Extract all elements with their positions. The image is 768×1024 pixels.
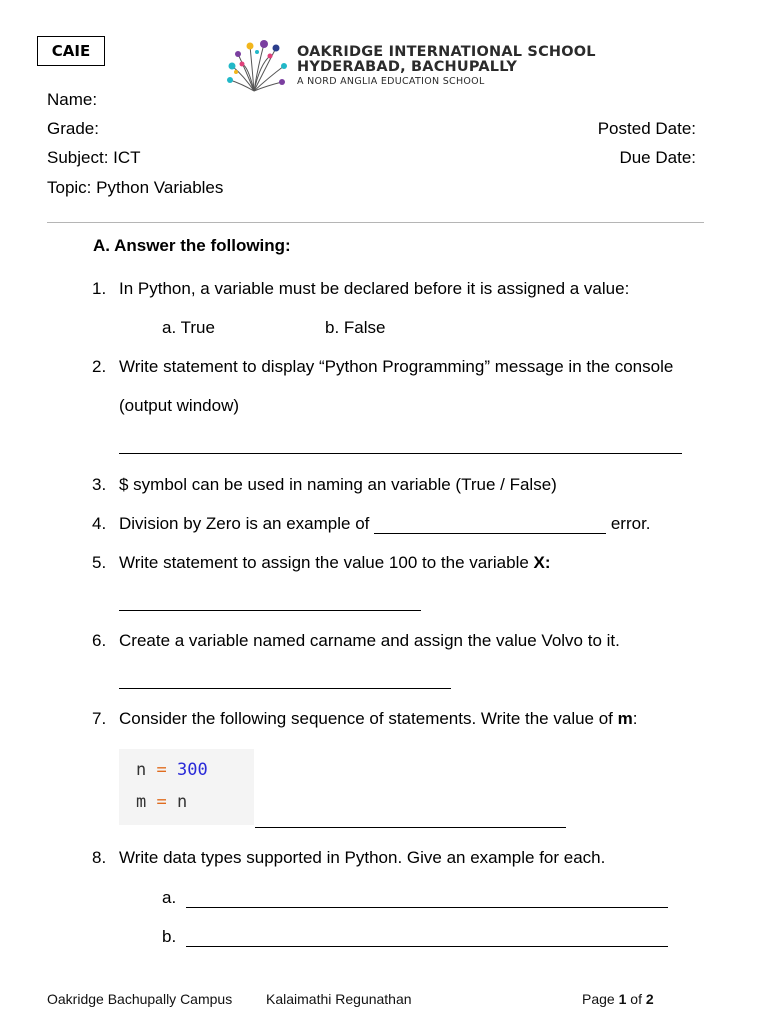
footer-page-label: Page: [582, 991, 615, 1007]
topic-label: Topic: Python Variables: [47, 178, 224, 197]
footer-page-total: 2: [645, 991, 654, 1007]
q2-answer-line[interactable]: [119, 436, 682, 454]
header-divider: [47, 222, 704, 223]
q1-option-a: a. True: [162, 318, 215, 337]
q4-answer-blank[interactable]: [374, 516, 606, 534]
code-value-n: n: [177, 792, 188, 812]
due-date-label: Due Date:: [619, 148, 696, 167]
section-title: A. Answer the following:: [93, 236, 291, 255]
q5-answer-line[interactable]: [119, 593, 421, 611]
q8-option-a-line[interactable]: [186, 890, 668, 908]
footer-page-number: [582, 991, 654, 1007]
q4-text-before: Division by Zero is an example of: [119, 514, 375, 533]
q6-number: 6.: [92, 631, 107, 650]
q6-text: Create a variable named carname and assign the value Volvo to it.: [119, 631, 620, 650]
code-var-m: m: [136, 792, 147, 812]
q4-number: 4.: [92, 514, 107, 533]
code-line-2: [136, 792, 187, 812]
code-value-300: 300: [177, 760, 208, 780]
q2-number: 2.: [92, 357, 107, 376]
code-assign-op-2: =: [156, 792, 167, 812]
q8-number: 8.: [92, 848, 107, 867]
q3-text: $ symbol can be used in naming an variable (True / False): [119, 475, 557, 494]
school-logo-icon: [224, 36, 294, 96]
q7-colon: :: [632, 709, 638, 728]
q3-number: 3.: [92, 475, 107, 494]
q7-text-main: Consider the following sequence of statements. Write the value of: [119, 709, 618, 728]
code-line-1: [136, 760, 208, 780]
q1-text: In Python, a variable must be declared before it is assigned a value:: [119, 279, 630, 298]
q1-number: 1.: [92, 279, 107, 298]
q8-option-a-label: a.: [162, 888, 177, 907]
q8-option-b-label: b.: [162, 927, 177, 946]
name-label: Name:: [47, 90, 98, 109]
posted-date-label: Posted Date:: [597, 119, 696, 138]
q8-option-b-line[interactable]: [186, 929, 668, 947]
school-tagline: A NORD ANGLIA EDUCATION SCHOOL: [297, 76, 485, 87]
footer-of-label: of: [630, 991, 642, 1007]
footer-page-current: 1: [618, 991, 627, 1007]
subject-label: Subject: ICT: [47, 148, 141, 167]
footer-author: Kalaimathi Regunathan: [266, 991, 412, 1007]
q2-text-continued: (output window): [119, 396, 240, 415]
q7-text: [119, 709, 638, 729]
q5-text: [119, 553, 551, 573]
q7-number: 7.: [92, 709, 107, 728]
q5-text-main: Write statement to assign the value 100 to the variable: [119, 553, 534, 572]
school-logo: [224, 36, 294, 96]
code-assign-op-1: =: [156, 760, 167, 780]
q7-variable: m: [617, 709, 633, 728]
q4-text: [119, 514, 651, 534]
code-snippet: [119, 749, 254, 825]
caie-badge: CAIE: [37, 36, 105, 66]
grade-label: Grade:: [47, 119, 99, 138]
q5-number: 5.: [92, 553, 107, 572]
q4-text-after: error.: [606, 514, 651, 533]
code-var-n: n: [136, 760, 147, 780]
q8-text: Write data types supported in Python. Give an example for each.: [119, 848, 606, 867]
q7-answer-line[interactable]: [255, 810, 566, 828]
school-location: HYDERABAD, BACHUPALLY: [297, 59, 518, 75]
q1-option-b: b. False: [325, 318, 386, 337]
q6-answer-line[interactable]: [119, 671, 451, 689]
school-name: OAKRIDGE INTERNATIONAL SCHOOL: [297, 44, 596, 60]
footer-campus: Oakridge Bachupally Campus: [47, 991, 233, 1007]
q5-variable: X:: [533, 553, 551, 572]
q2-text: Write statement to display “Python Programming” message in the console: [119, 357, 674, 376]
